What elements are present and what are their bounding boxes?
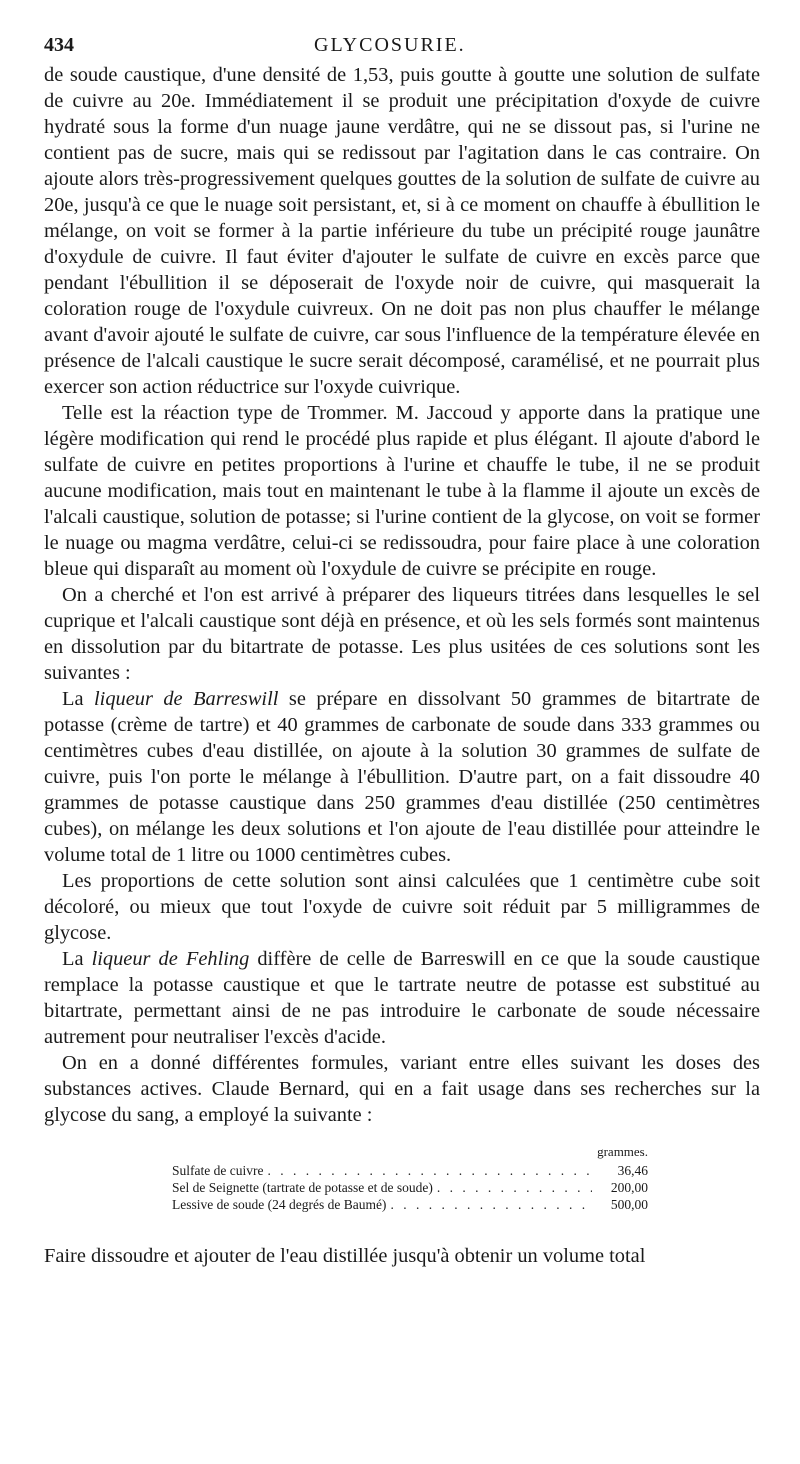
paragraph bbox=[44, 62, 760, 400]
text-segment: diffère de celle de Barreswill en ce que la soude caustique remplace la potasse caustique et que le tartrate neutre de potasse est substitué au bitartrate, permettant ainsi de ne pas introduire le carbonate de soude nécessaire autrement pour neutraliser l'excès d'acide. bbox=[44, 948, 761, 1048]
formula-row bbox=[172, 1162, 648, 1179]
text-segment: Les proportions de cette solution sont ainsi calculées que 1 centimètre cube soit décoloré, ou mieux que tout l'oxyde de cuivre soit réduit par 5 milligrammes de glycose. bbox=[44, 870, 760, 944]
paragraph bbox=[44, 582, 760, 686]
ingredient-name: Sulfate de cuivre bbox=[172, 1163, 264, 1178]
page-number: 434 bbox=[44, 34, 74, 56]
paragraph bbox=[44, 1050, 760, 1128]
ingredient-quantity: 500,00 bbox=[610, 1197, 648, 1212]
body-text bbox=[44, 62, 760, 1128]
formula-unit: grammes. bbox=[597, 1144, 648, 1159]
text-segment: La bbox=[62, 688, 94, 710]
ingredient-name: Sel de Seignette (tartrate de potasse et de soude) bbox=[172, 1180, 433, 1195]
last-line: Faire dissoudre et ajouter de l'eau distillée jusqu'à obtenir un volume total bbox=[44, 1245, 646, 1267]
text-segment: se prépare en dissolvant 50 grammes de bitartrate de potasse (crème de tartre) et 40 grammes de carbonate de soude dans 333 grammes ou centimètres cubes d'eau distillée, on ajoute à la solution 30 grammes de sulfate de cuivre, puis l'on porte le mélange à l'ébullition. D'autre part, on a fait dissoudre 40 grammes de potasse caustique dans 250 grammes d'eau distillée (250 centimètres cubes), on mélange les deux solutions et l'on ajoute de l'eau distillée pour atteindre le volume total de 1 litre ou 1000 centimètres cubes. bbox=[44, 688, 760, 866]
text-segment: de soude caustique, d'une densité de 1,53, puis goutte à goutte une solution de sulfate de cuivre au 20e. Immédiatement il se produit une précipitation d'oxyde de cuivre hydraté sous la forme d'un nuage jaune verdâtre, qui ne se dissout pas, si l'urine ne contient pas de sucre, mais qui se redissout par l'agitation dans le cas contraire. On ajoute alors très-progressivement quelques gouttes de la solution de sulfate de cuivre au 20e, jusqu'à ce que le nuage soit persistant, et, si à ce moment on chauffe à ébullition le mélange, on voit se former à la partie inférieure du tube un précipité rouge jaunâtre d'oxydule de cuivre. Il faut éviter d'ajouter le sulfate de cuivre en excès parce que pendant l'ébullition il se déposerait de l'oxyde noir de cuivre, qui masquerait la coloration rouge de l'oxydule cuivreux. On ne doit pas non plus chauffer le mélange avant d'avoir ajouté le sulfate de cuivre, car sous l'influence de la température élevée en présence de l'alcali caustique le sucre serait décomposé, caramélisé, et ne pourrait plus exercer son action réductrice sur l'oxyde cuivrique. bbox=[44, 64, 760, 398]
leader-dots bbox=[390, 1196, 592, 1213]
formula-row bbox=[172, 1179, 648, 1196]
formula-table bbox=[172, 1144, 648, 1213]
paragraph bbox=[44, 400, 760, 582]
ingredient-quantity: 200,00 bbox=[610, 1180, 648, 1195]
ingredient-quantity: 36,46 bbox=[617, 1163, 648, 1178]
page-header bbox=[44, 28, 760, 62]
text-segment: Telle est la réaction type de Trommer. M. Jaccoud y apporte dans la pratique une légère modification qui rend le procédé plus rapide et plus élégant. Il ajoute d'abord le sulfate de cuivre en petites proportions à l'urine et chauffe le tube, il ne se produit aucune modification, mais tout en maintenant le tube à la flamme il ajoute un excès de l'alcali caustique, solution de potasse; si l'urine contient de la glycose, on voit se former le nuage ou magma verdâtre, celui-ci se redissoudra, pour faire place à une coloration bleue qui disparaît au moment où l'oxydule de cuivre se précipite en rouge. bbox=[44, 402, 760, 580]
text-segment: On en a donné différentes formules, variant entre elles suivant les doses des substances actives. Claude Bernard, qui en a fait usage dans ses recherches sur la glycose du sang, a employé la suivante : bbox=[44, 1052, 760, 1126]
running-title: GLYCOSURIE. bbox=[314, 34, 466, 56]
leader-dots bbox=[267, 1162, 592, 1179]
leader-dots bbox=[437, 1179, 592, 1196]
ingredient-name: Lessive de soude (24 degrés de Baumé) bbox=[172, 1197, 387, 1212]
formula-rows bbox=[172, 1162, 648, 1213]
text-segment: On a cherché et l'on est arrivé à préparer des liqueurs titrées dans lesquelles le sel cuprique et l'alcali caustique sont déjà en présence, et où les sels formés sont maintenus en dissolution par du bitartrate de potasse. Les plus usitées de ces solutions sont les suivantes : bbox=[44, 584, 760, 684]
paragraph bbox=[44, 868, 760, 946]
paragraph bbox=[44, 946, 760, 1050]
paragraph bbox=[44, 686, 760, 868]
italic-term: liqueur de Barreswill bbox=[93, 688, 279, 710]
text-segment: La bbox=[62, 948, 92, 970]
italic-term: liqueur de Fehling bbox=[91, 948, 250, 970]
formula-row bbox=[172, 1196, 648, 1213]
